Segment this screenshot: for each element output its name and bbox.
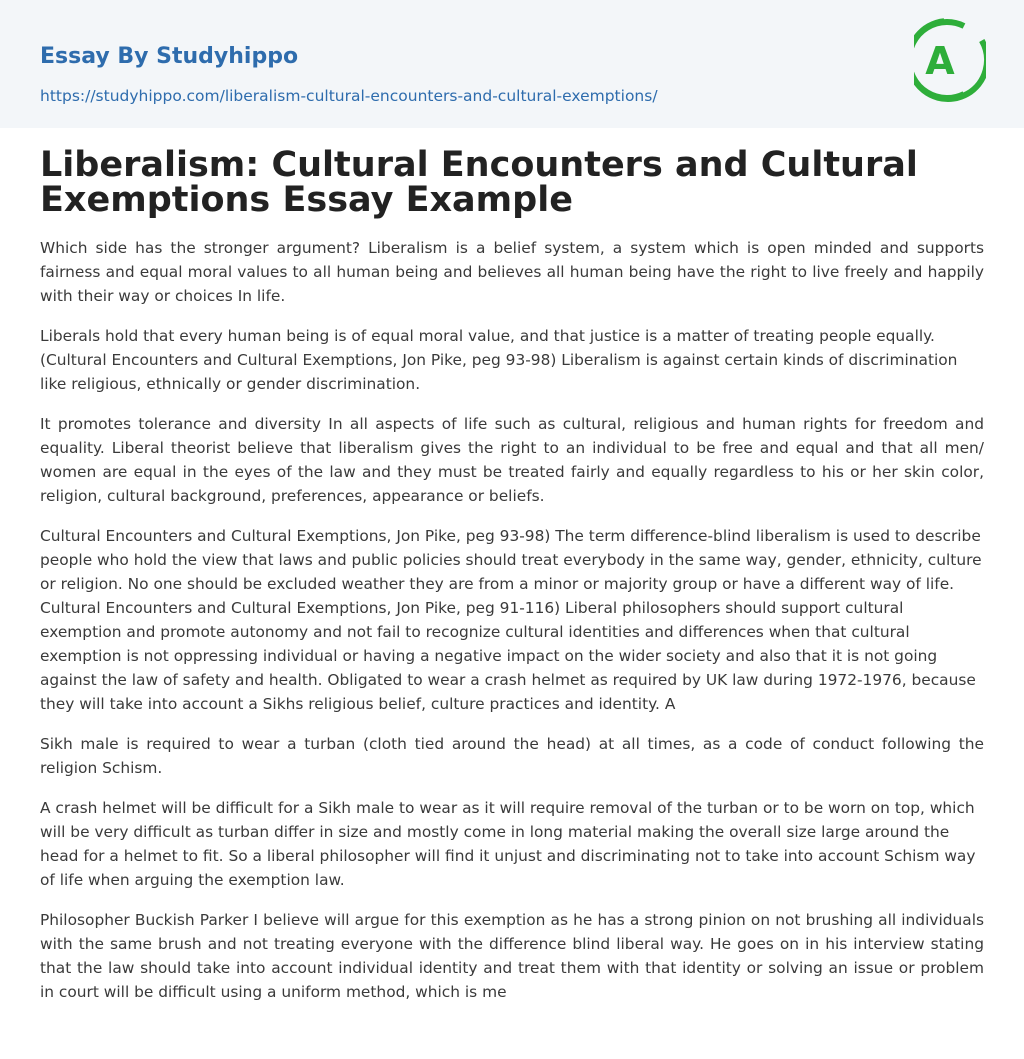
article-title: Liberalism: Cultural Encounters and Cultural Exemptions Essay Example [40,145,918,220]
article [0,128,1024,1004]
paragraph-1: Which side has the stronger argument? Liberalism is a belief system, a system which is open minded and supports fairness and equal moral values to all human being and believes all human being have the right to live freely and happily with their way or choices In life. [40,239,984,305]
paragraph-2: Liberals hold that every human being is of equal moral value, and that justice is a matter of treating people equally. (Cultural Encounters and Cultural Exemptions, Jon Pike, peg 93-98) Liberalism is against certain kinds of discrimination like religious, ethnically or gender discrimination. [40,327,958,393]
logo-letter: A [925,39,955,83]
studyhippo-a-logo-icon[interactable] [914,18,986,106]
paragraph-4: Cultural Encounters and Cultural Exemptions, Jon Pike, peg 93-98) The term difference-blind liberalism is used to describe people who hold the view that laws and public policies should treat everybody in the same way, gender, ethnicity, culture or religion. No one should be excluded weather they are from a minor or majority group or have a different way of life. Cultural Encounters and Cultural Exemptions, Jon Pike, peg 91-116) Liberal philosophers should support cultural exemption and promote autonomy and not fail to recognize cultural identities and differences when that cultural exemption is not oppressing individual or having a negative impact on the wider society and also that it is not going against the law of safety and health. Obligated to wear a crash helmet as required by UK law during 1972-1976, because they will take into account a Sikhs religious belief, culture practices and identity. A [40,527,982,713]
site-header [0,0,1024,128]
paragraph-5: Sikh male is required to wear a turban (cloth tied around the head) at all times, as a code of conduct following the religion Schism. [40,735,984,777]
brand-title[interactable]: Essay By Studyhippo [40,44,299,69]
paragraph-7: Philosopher Buckish Parker I believe will argue for this exemption as he has a strong pinion on not brushing all individuals with the same brush and not treating everyone with the difference blind liberal way. He goes on in his interview stating that the law should take into account individual identity and treat them with that identity or solving an issue or problem in court will be difficult using a uniform method, which is me [40,911,984,1001]
paragraph-3: It promotes tolerance and diversity In all aspects of life such as cultural, religious and human rights for freedom and equality. Liberal theorist believe that liberalism gives the right to an individual to be free and equal and that all men/ women are equal in the eyes of the law and they must be treated fairly and equally regardless to his or her skin color, religion, cultural background, preferences, appearance or beliefs. [40,415,984,505]
paragraph-6: A crash helmet will be difficult for a Sikh male to wear as it will require removal of the turban or to be worn on top, which will be very difficult as turban differ in size and mostly come in long material making the overall size large around the head for a helmet to fit. So a liberal philosopher will find it unjust and discriminating not to take into account Schism way of life when arguing the exemption law. [40,799,976,889]
source-url-link[interactable]: https://studyhippo.com/liberalism-cultural-encounters-and-cultural-exemptions/ [40,87,658,105]
